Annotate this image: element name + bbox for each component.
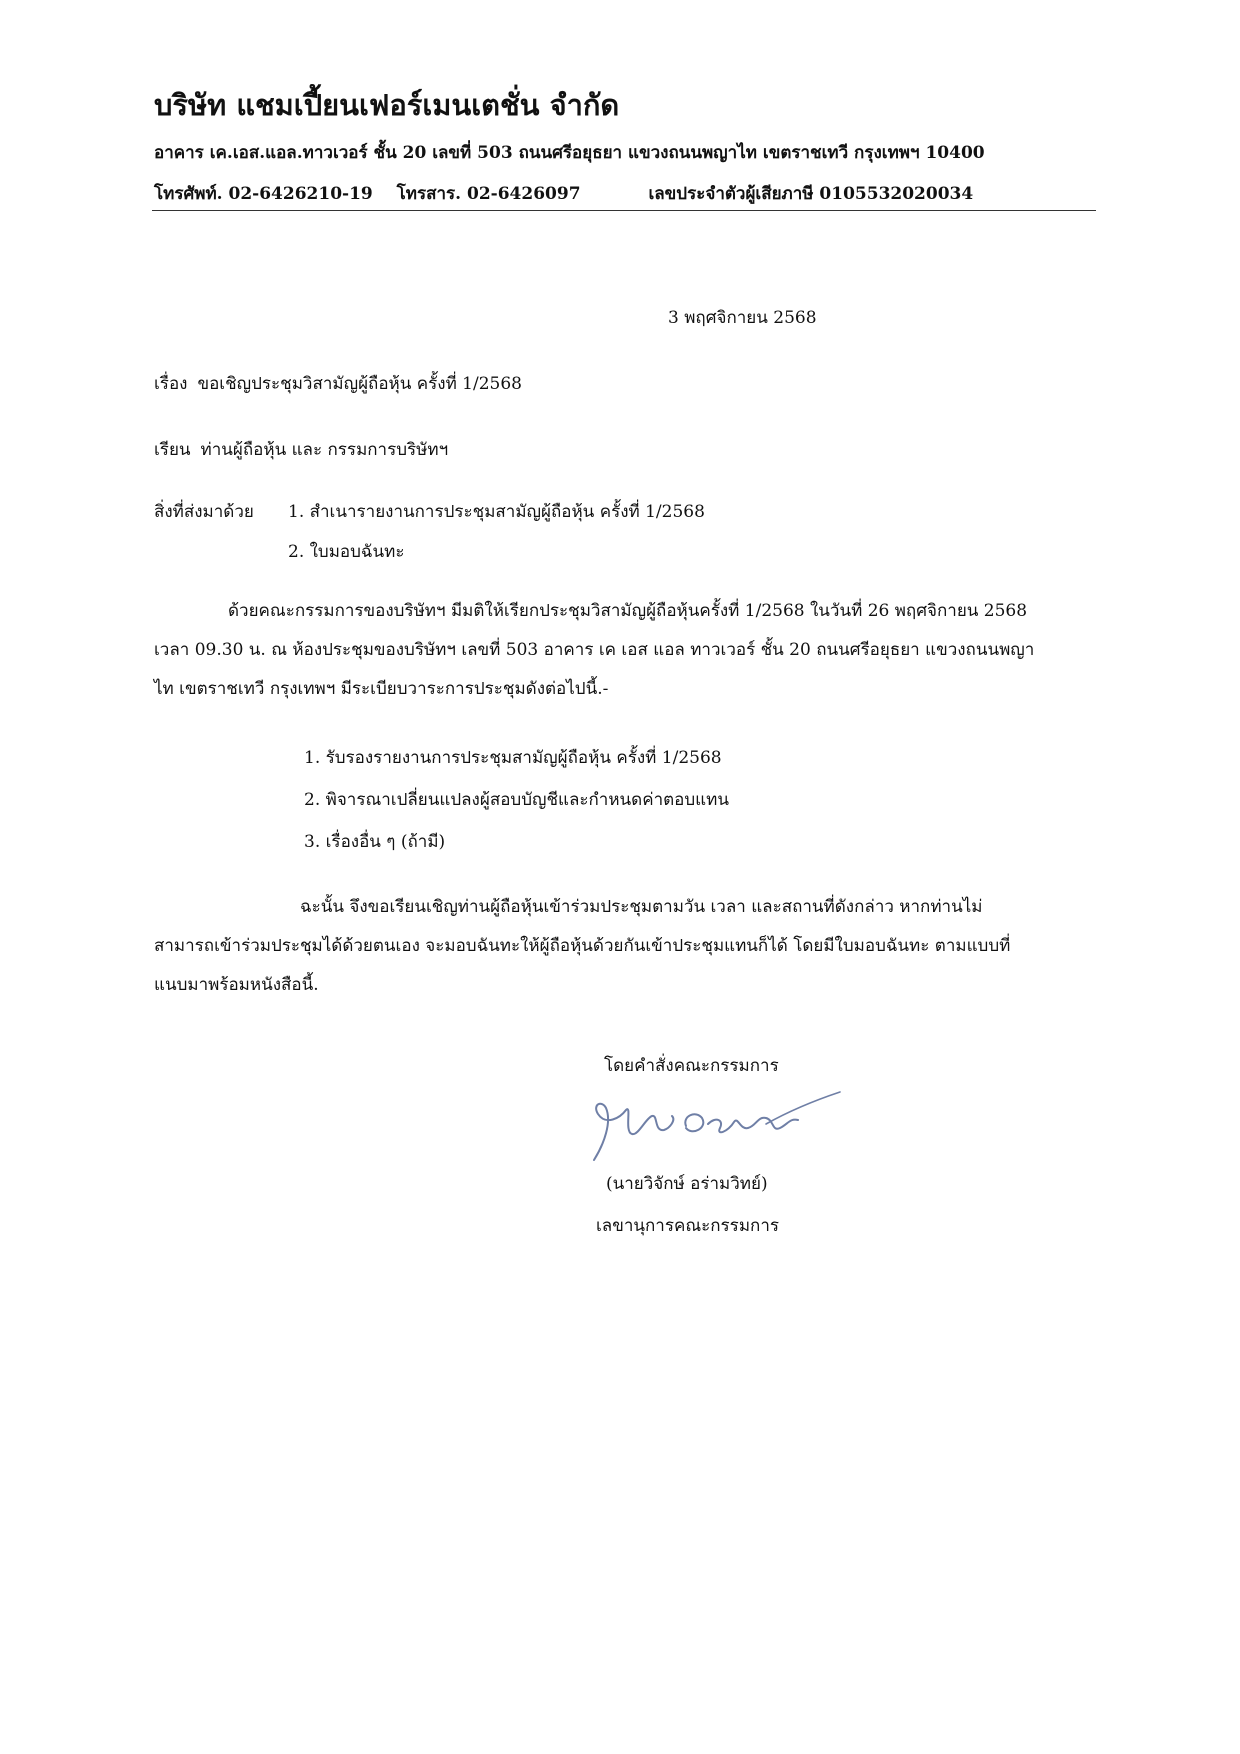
- signer-title: เลขานุการคณะกรรมการ: [596, 1216, 779, 1236]
- handwritten-signature: [576, 1088, 846, 1172]
- paragraph-meeting-notice: [154, 592, 1034, 709]
- subject-text: ขอเชิญประชุมวิสามัญผู้ถือหุ้น ครั้งที่ 1/2568: [197, 374, 522, 394]
- company-name: บริษัท แชมเปี้ยนเฟอร์เมนเตชั่น จำกัด: [154, 88, 620, 122]
- letterhead-divider: [152, 210, 1096, 211]
- closing-text: โดยคำสั่งคณะกรรมการ: [604, 1056, 779, 1076]
- paragraph-line: แนบมาพร้อมหนังสือนี้.: [154, 975, 319, 995]
- paragraph-line: เวลา 09.30 น. ณ ห้องประชุมของบริษัทฯ เลขที่ 503 อาคาร เค เอส แอล ทาวเวอร์ ชั้น 20 ถนนศรีอยุธยา แขวงถนนพญา: [154, 640, 1035, 660]
- agenda-item: 3. เรื่องอื่น ๆ (ถ้ามี): [304, 832, 446, 852]
- enclosure-item: 2. ใบมอบฉันทะ: [288, 542, 405, 562]
- agenda-item: 2. พิจารณาเปลี่ยนแปลงผู้สอบบัญชีและกำหนดค่าตอบแทน: [304, 790, 729, 810]
- signer-name: (นายวิจักษ์ อร่ามวิทย์): [606, 1174, 768, 1194]
- to-label: เรียน: [154, 440, 191, 460]
- enclosure-item: 1. สำเนารายงานการประชุมสามัญผู้ถือหุ้น ครั้งที่ 1/2568: [288, 502, 705, 522]
- agenda-item: 1. รับรองรายงานการประชุมสามัญผู้ถือหุ้น ครั้งที่ 1/2568: [304, 748, 722, 768]
- paragraph-line: ฉะนั้น จึงขอเรียนเชิญท่านผู้ถือหุ้นเข้าร่วมประชุมตามวัน เวลา และสถานที่ดังกล่าว หากท่านไม่: [300, 897, 983, 917]
- paragraph-line: สามารถเข้าร่วมประชุมได้ด้วยตนเอง จะมอบฉันทะให้ผู้ถือหุ้นด้วยกันเข้าประชุมแทนก็ได้ โดยมีใบมอบฉันทะ ตามแบบที่: [154, 936, 1011, 956]
- paragraph-line: ไท เขตราชเทวี กรุงเทพฯ มีระเบียบวาระการประชุมดังต่อไปนี้.-: [154, 679, 609, 699]
- enclosures-line: [154, 498, 705, 525]
- tax-id: เลขประจำตัวผู้เสียภาษี 0105532020034: [648, 184, 974, 204]
- fax-number: โทรสาร. 02-6426097: [396, 184, 581, 204]
- company-contact-line: [154, 180, 1114, 207]
- phone-number: โทรศัพท์. 02-6426210-19: [154, 184, 373, 204]
- salutation-line: [154, 436, 448, 463]
- subject-label: เรื่อง: [154, 374, 188, 394]
- subject-line: [154, 370, 522, 397]
- paragraph-line: ด้วยคณะกรรมการของบริษัทฯ มีมติให้เรียกประชุมวิสามัญผู้ถือหุ้นครั้งที่ 1/2568 ในวันที่ 26 พฤศจิกายน 2568: [228, 601, 1028, 621]
- company-address: อาคาร เค.เอส.แอล.ทาวเวอร์ ชั้น 20 เลขที่ 503 ถนนศรีอยุธยา แขวงถนนพญาไท เขตราชเทวี กรุงเทพฯ 10400: [154, 143, 985, 163]
- to-text: ท่านผู้ถือหุ้น และ กรรมการบริษัทฯ: [200, 440, 449, 460]
- enclosures-label: สิ่งที่ส่งมาด้วย: [154, 502, 254, 522]
- paragraph-invitation: [154, 888, 1010, 1005]
- letter-date: 3 พฤศจิกายน 2568: [668, 308, 817, 328]
